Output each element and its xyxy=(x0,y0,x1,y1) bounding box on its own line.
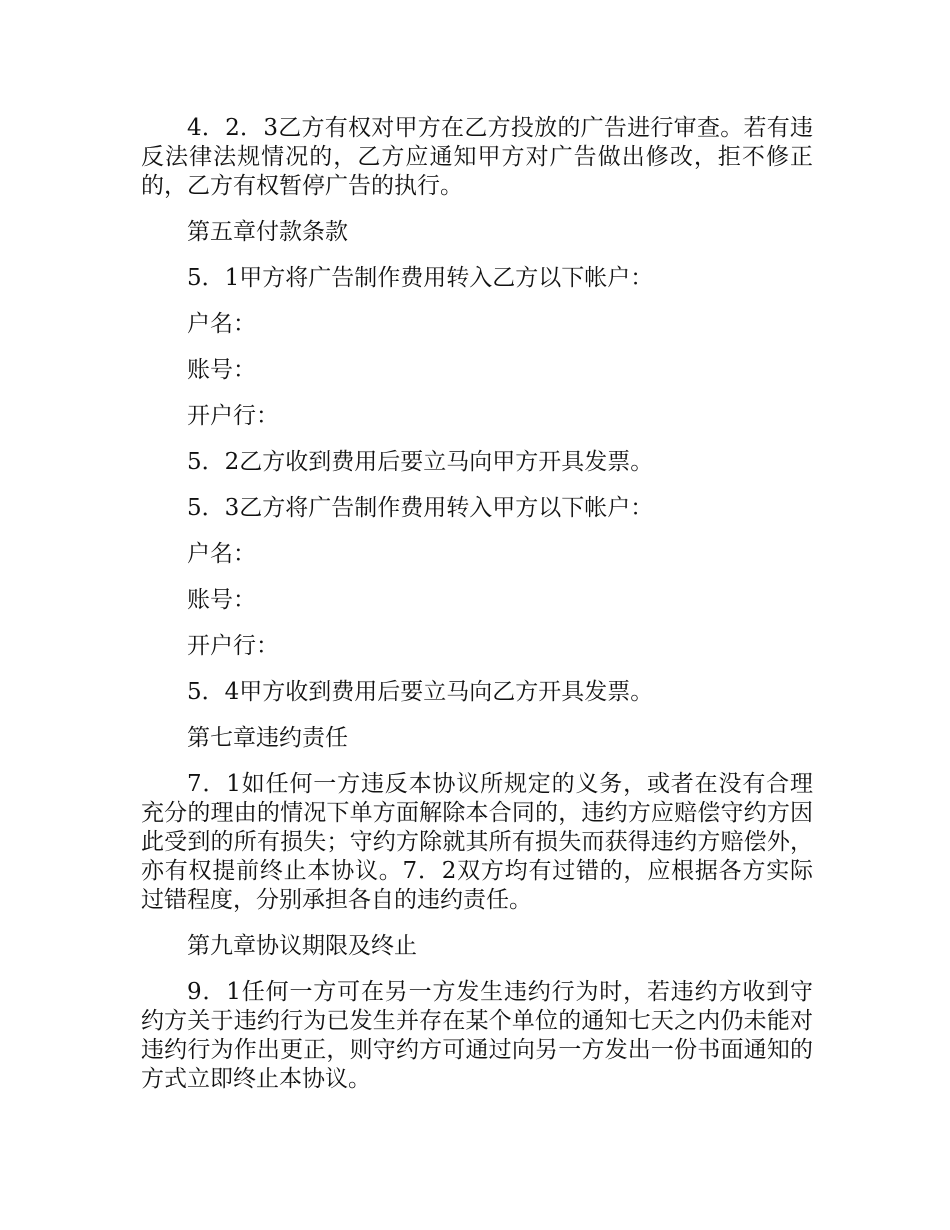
chapter-9-heading: 第九章协议期限及终止 xyxy=(187,933,417,959)
account-number-label: 账号： xyxy=(187,357,256,383)
clause-7-1: 7．1如任何一方违反本协议所规定的义务，或者在没有合理充分的理由的情况下单方面解除本合同的，违约方应赔偿守约方因此受到的所有损失；守约方除就其所有损失而获得违约方赔偿外，亦有权提前终止本协议。7．2双方均有过错的，应根据各方实际过错程度，分别承担各自的违约责任。 xyxy=(141,771,813,913)
account-name-label: 户名： xyxy=(187,311,256,337)
clause-5-2: 5．2乙方收到费用后要立马向甲方开具发票。 xyxy=(187,449,654,475)
clause-5-4: 5．4甲方收到费用后要立马向乙方开具发票。 xyxy=(187,679,654,705)
clause-5-3: 5．3乙方将广告制作费用转入甲方以下帐户： xyxy=(187,495,654,521)
bank-label: 开户行： xyxy=(187,403,279,429)
clause-9-1: 9．1任何一方可在另一方发生违约行为时，若违约方收到守约方关于违约行为已发生并存在某个单位的通知七天之内仍未能对违约行为作出更正，则守约方可通过向另一方发出一份书面通知的方式立即终止本协议。 xyxy=(141,979,813,1092)
clause-5-1: 5．1甲方将广告制作费用转入乙方以下帐户： xyxy=(187,265,654,291)
account-number-label: 账号： xyxy=(187,587,256,613)
account-name-label: 户名： xyxy=(187,541,256,567)
bank-label: 开户行： xyxy=(187,633,279,659)
clause-4-2-3: 4．2．3乙方有权对甲方在乙方投放的广告进行审查。若有违反法律法规情况的，乙方应通知甲方对广告做出修改，拒不修正的，乙方有权暂停广告的执行。 xyxy=(141,115,813,199)
document-body xyxy=(141,114,813,1111)
chapter-5-heading: 第五章付款条款 xyxy=(187,219,348,245)
chapter-7-heading: 第七章违约责任 xyxy=(187,725,348,751)
